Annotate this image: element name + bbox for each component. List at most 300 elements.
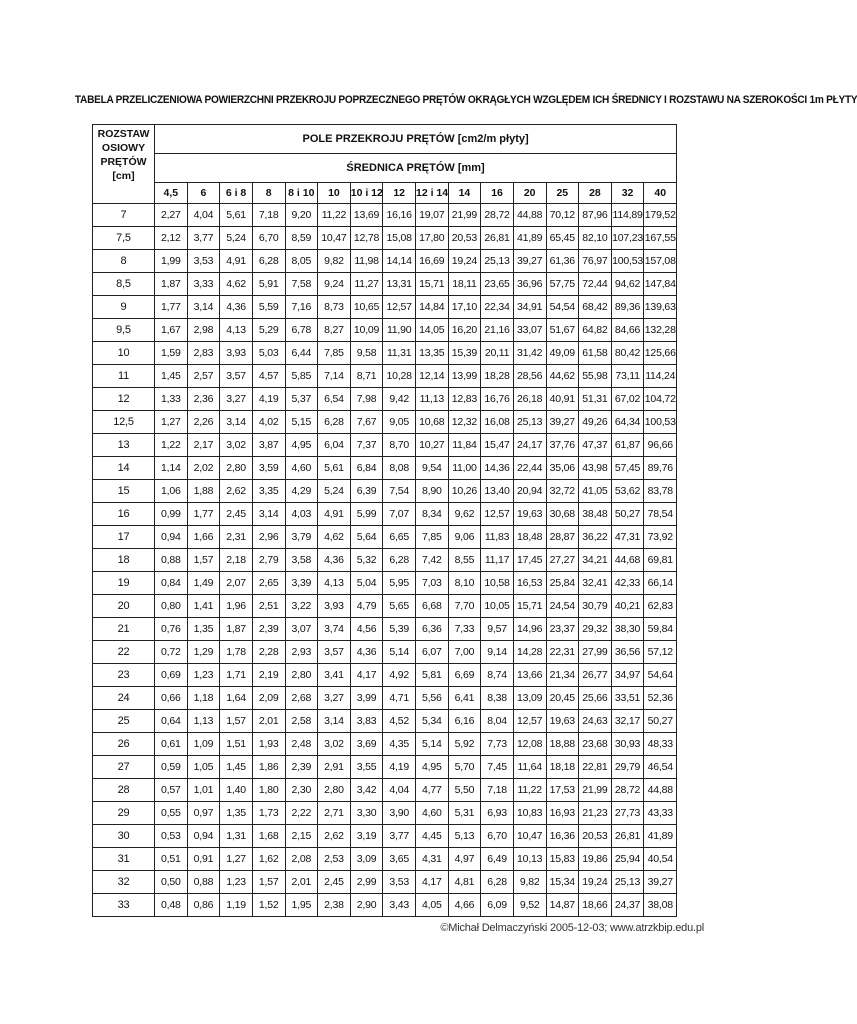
area-cell: 50,27 xyxy=(644,710,677,733)
area-cell: 27,73 xyxy=(611,802,644,825)
area-cell: 3,43 xyxy=(383,894,416,917)
area-cell: 5,95 xyxy=(383,572,416,595)
spacing-cell: 11 xyxy=(93,365,155,388)
area-cell: 16,76 xyxy=(481,388,514,411)
area-cell: 4,19 xyxy=(252,388,285,411)
area-cell: 5,14 xyxy=(416,733,449,756)
area-cell: 55,98 xyxy=(579,365,612,388)
area-cell: 9,24 xyxy=(318,273,351,296)
area-cell: 1,87 xyxy=(220,618,253,641)
spacing-cell: 10 xyxy=(93,342,155,365)
area-cell: 7,14 xyxy=(318,365,351,388)
table-row xyxy=(93,319,677,342)
area-cell: 1,06 xyxy=(155,480,188,503)
area-cell: 1,49 xyxy=(187,572,220,595)
area-cell: 6,28 xyxy=(252,250,285,273)
area-cell: 3,09 xyxy=(350,848,383,871)
area-cell: 1,62 xyxy=(252,848,285,871)
area-cell: 4,45 xyxy=(416,825,449,848)
area-cell: 1,40 xyxy=(220,779,253,802)
area-cell: 4,03 xyxy=(285,503,318,526)
area-cell: 28,87 xyxy=(546,526,579,549)
area-cell: 6,28 xyxy=(318,411,351,434)
area-cell: 67,02 xyxy=(611,388,644,411)
area-cell: 50,27 xyxy=(611,503,644,526)
area-cell: 25,13 xyxy=(481,250,514,273)
area-cell: 12,08 xyxy=(513,733,546,756)
area-cell: 0,50 xyxy=(155,871,188,894)
area-cell: 1,73 xyxy=(252,802,285,825)
area-cell: 0,64 xyxy=(155,710,188,733)
diameter-cell: 16 xyxy=(481,183,514,204)
area-cell: 3,27 xyxy=(220,388,253,411)
diameter-cell: 10 i 12 xyxy=(350,183,383,204)
spacing-cell: 20 xyxy=(93,595,155,618)
table-row xyxy=(93,618,677,641)
area-cell: 20,45 xyxy=(546,687,579,710)
area-cell: 1,29 xyxy=(187,641,220,664)
area-cell: 3,99 xyxy=(350,687,383,710)
area-cell: 7,37 xyxy=(350,434,383,457)
diameter-cell: 8 xyxy=(252,183,285,204)
area-cell: 11,64 xyxy=(513,756,546,779)
table-row xyxy=(93,526,677,549)
spacing-header-line: ROZSTAW xyxy=(97,128,150,140)
spacing-cell: 26 xyxy=(93,733,155,756)
table-row xyxy=(93,342,677,365)
area-cell: 0,72 xyxy=(155,641,188,664)
area-cell: 6,44 xyxy=(285,342,318,365)
area-cell: 11,84 xyxy=(448,434,481,457)
area-cell: 7,00 xyxy=(448,641,481,664)
area-cell: 5,61 xyxy=(220,204,253,227)
area-cell: 14,84 xyxy=(416,296,449,319)
area-cell: 9,54 xyxy=(416,457,449,480)
area-cell: 1,23 xyxy=(220,871,253,894)
area-cell: 2,53 xyxy=(318,848,351,871)
area-cell: 0,88 xyxy=(155,549,188,572)
spacing-cell: 19 xyxy=(93,572,155,595)
area-cell: 4,79 xyxy=(350,595,383,618)
area-cell: 38,30 xyxy=(611,618,644,641)
spacing-cell: 7 xyxy=(93,204,155,227)
area-cell: 2,90 xyxy=(350,894,383,917)
area-cell: 9,05 xyxy=(383,411,416,434)
area-cell: 21,99 xyxy=(448,204,481,227)
area-cell: 49,26 xyxy=(579,411,612,434)
area-cell: 4,62 xyxy=(220,273,253,296)
area-cell: 61,87 xyxy=(611,434,644,457)
area-cell: 57,12 xyxy=(644,641,677,664)
area-cell: 5,91 xyxy=(252,273,285,296)
area-cell: 44,88 xyxy=(644,779,677,802)
area-cell: 10,09 xyxy=(350,319,383,342)
area-cell: 1,66 xyxy=(187,526,220,549)
spacing-cell: 12 xyxy=(93,388,155,411)
area-cell: 68,42 xyxy=(579,296,612,319)
area-cell: 4,62 xyxy=(318,526,351,549)
area-cell: 3,53 xyxy=(187,250,220,273)
area-cell: 21,16 xyxy=(481,319,514,342)
area-cell: 8,10 xyxy=(448,572,481,595)
area-cell: 12,14 xyxy=(416,365,449,388)
area-cell: 44,62 xyxy=(546,365,579,388)
area-cell: 5,65 xyxy=(383,595,416,618)
area-cell: 24,63 xyxy=(579,710,612,733)
area-cell: 8,34 xyxy=(416,503,449,526)
table-row xyxy=(93,227,677,250)
area-cell: 4,92 xyxy=(383,664,416,687)
area-cell: 5,59 xyxy=(252,296,285,319)
area-cell: 2,68 xyxy=(285,687,318,710)
area-cell: 25,66 xyxy=(579,687,612,710)
area-cell: 107,23 xyxy=(611,227,644,250)
area-cell: 1,96 xyxy=(220,595,253,618)
area-cell: 6,68 xyxy=(416,595,449,618)
table-row xyxy=(93,779,677,802)
spacing-cell: 24 xyxy=(93,687,155,710)
area-cell: 2,48 xyxy=(285,733,318,756)
table-row xyxy=(93,480,677,503)
area-cell: 4,91 xyxy=(318,503,351,526)
area-cell: 5,14 xyxy=(383,641,416,664)
area-cell: 2,91 xyxy=(318,756,351,779)
area-cell: 15,47 xyxy=(481,434,514,457)
spacing-cell: 9 xyxy=(93,296,155,319)
spacing-cell: 18 xyxy=(93,549,155,572)
area-cell: 14,36 xyxy=(481,457,514,480)
area-cell: 6,36 xyxy=(416,618,449,641)
area-cell: 3,79 xyxy=(285,526,318,549)
area-cell: 23,68 xyxy=(579,733,612,756)
table-row xyxy=(93,595,677,618)
table-row xyxy=(93,204,677,227)
table-row xyxy=(93,733,677,756)
area-cell: 44,88 xyxy=(513,204,546,227)
area-cell: 1,95 xyxy=(285,894,318,917)
area-cell: 27,99 xyxy=(579,641,612,664)
area-cell: 1,35 xyxy=(187,618,220,641)
spacing-cell: 9,5 xyxy=(93,319,155,342)
area-cell: 1,05 xyxy=(187,756,220,779)
area-cell: 104,72 xyxy=(644,388,677,411)
area-cell: 13,35 xyxy=(416,342,449,365)
area-cell: 11,98 xyxy=(350,250,383,273)
diameter-cell: 6 i 8 xyxy=(220,183,253,204)
area-cell: 4,60 xyxy=(416,802,449,825)
area-cell: 8,74 xyxy=(481,664,514,687)
area-cell: 18,28 xyxy=(481,365,514,388)
area-cell: 19,07 xyxy=(416,204,449,227)
table-row xyxy=(93,710,677,733)
area-cell: 3,83 xyxy=(350,710,383,733)
area-cell: 7,16 xyxy=(285,296,318,319)
area-cell: 4,31 xyxy=(416,848,449,871)
area-cell: 28,56 xyxy=(513,365,546,388)
area-cell: 3,19 xyxy=(350,825,383,848)
area-cell: 125,66 xyxy=(644,342,677,365)
area-cell: 43,33 xyxy=(644,802,677,825)
area-cell: 15,71 xyxy=(513,595,546,618)
area-cell: 0,51 xyxy=(155,848,188,871)
area-cell: 9,58 xyxy=(350,342,383,365)
area-cell: 25,13 xyxy=(611,871,644,894)
area-cell: 6,69 xyxy=(448,664,481,687)
area-cell: 5,03 xyxy=(252,342,285,365)
area-cell: 22,81 xyxy=(579,756,612,779)
area-cell: 139,63 xyxy=(644,296,677,319)
area-cell: 1,01 xyxy=(187,779,220,802)
diameter-cell: 6 xyxy=(187,183,220,204)
area-cell: 1,13 xyxy=(187,710,220,733)
area-cell: 167,55 xyxy=(644,227,677,250)
area-cell: 3,55 xyxy=(350,756,383,779)
area-cell: 89,76 xyxy=(644,457,677,480)
area-cell: 53,62 xyxy=(611,480,644,503)
area-cell: 0,69 xyxy=(155,664,188,687)
area-cell: 11,22 xyxy=(318,204,351,227)
area-cell: 57,75 xyxy=(546,273,579,296)
area-cell: 14,87 xyxy=(546,894,579,917)
area-cell: 1,57 xyxy=(187,549,220,572)
area-cell: 3,14 xyxy=(318,710,351,733)
area-cell: 3,02 xyxy=(220,434,253,457)
area-cell: 16,93 xyxy=(546,802,579,825)
area-cell: 1,80 xyxy=(252,779,285,802)
spacing-cell: 30 xyxy=(93,825,155,848)
area-cell: 16,20 xyxy=(448,319,481,342)
area-cell: 5,37 xyxy=(285,388,318,411)
area-cell: 26,81 xyxy=(481,227,514,250)
area-cell: 2,79 xyxy=(252,549,285,572)
area-header: POLE PRZEKROJU PRĘTÓW [cm2/m płyty] xyxy=(155,125,677,154)
area-cell: 2,99 xyxy=(350,871,383,894)
area-cell: 76,97 xyxy=(579,250,612,273)
area-cell: 4,17 xyxy=(416,871,449,894)
area-cell: 2,45 xyxy=(318,871,351,894)
area-cell: 1,41 xyxy=(187,595,220,618)
area-cell: 2,71 xyxy=(318,802,351,825)
area-cell: 25,13 xyxy=(513,411,546,434)
table-row xyxy=(93,503,677,526)
area-cell: 4,95 xyxy=(285,434,318,457)
area-cell: 9,82 xyxy=(513,871,546,894)
area-cell: 83,78 xyxy=(644,480,677,503)
area-cell: 36,56 xyxy=(611,641,644,664)
area-cell: 34,97 xyxy=(611,664,644,687)
area-cell: 17,45 xyxy=(513,549,546,572)
area-cell: 2,09 xyxy=(252,687,285,710)
table-row xyxy=(93,894,677,917)
area-cell: 1,67 xyxy=(155,319,188,342)
area-cell: 7,85 xyxy=(318,342,351,365)
table-row xyxy=(93,641,677,664)
area-cell: 6,41 xyxy=(448,687,481,710)
area-cell: 21,34 xyxy=(546,664,579,687)
area-cell: 4,56 xyxy=(350,618,383,641)
area-cell: 36,96 xyxy=(513,273,546,296)
area-cell: 9,57 xyxy=(481,618,514,641)
area-cell: 4,19 xyxy=(383,756,416,779)
area-cell: 6,93 xyxy=(481,802,514,825)
area-cell: 2,80 xyxy=(220,457,253,480)
area-cell: 22,44 xyxy=(513,457,546,480)
area-cell: 3,65 xyxy=(383,848,416,871)
area-cell: 41,89 xyxy=(513,227,546,250)
area-cell: 2,58 xyxy=(285,710,318,733)
area-cell: 42,33 xyxy=(611,572,644,595)
area-cell: 19,86 xyxy=(579,848,612,871)
area-cell: 17,10 xyxy=(448,296,481,319)
area-cell: 7,07 xyxy=(383,503,416,526)
area-cell: 2,65 xyxy=(252,572,285,595)
area-cell: 5,24 xyxy=(220,227,253,250)
area-cell: 22,31 xyxy=(546,641,579,664)
area-cell: 26,77 xyxy=(579,664,612,687)
area-cell: 2,30 xyxy=(285,779,318,802)
area-cell: 2,51 xyxy=(252,595,285,618)
table-row xyxy=(93,664,677,687)
area-cell: 8,59 xyxy=(285,227,318,250)
area-cell: 2,22 xyxy=(285,802,318,825)
diameter-cell: 25 xyxy=(546,183,579,204)
area-cell: 14,05 xyxy=(416,319,449,342)
spacing-cell: 33 xyxy=(93,894,155,917)
area-cell: 9,82 xyxy=(318,250,351,273)
area-cell: 7,03 xyxy=(416,572,449,595)
area-cell: 0,76 xyxy=(155,618,188,641)
area-cell: 16,16 xyxy=(383,204,416,227)
area-cell: 3,87 xyxy=(252,434,285,457)
area-cell: 1,78 xyxy=(220,641,253,664)
area-cell: 12,83 xyxy=(448,388,481,411)
area-cell: 5,31 xyxy=(448,802,481,825)
spacing-cell: 21 xyxy=(93,618,155,641)
spacing-cell: 8,5 xyxy=(93,273,155,296)
area-cell: 4,36 xyxy=(350,641,383,664)
spacing-cell: 12,5 xyxy=(93,411,155,434)
area-cell: 28,72 xyxy=(481,204,514,227)
area-cell: 2,08 xyxy=(285,848,318,871)
area-cell: 2,01 xyxy=(252,710,285,733)
area-cell: 1,09 xyxy=(187,733,220,756)
area-cell: 114,24 xyxy=(644,365,677,388)
area-cell: 8,04 xyxy=(481,710,514,733)
area-cell: 6,39 xyxy=(350,480,383,503)
area-cell: 41,05 xyxy=(579,480,612,503)
area-cell: 10,05 xyxy=(481,595,514,618)
area-cell: 54,54 xyxy=(546,296,579,319)
spacing-cell: 28 xyxy=(93,779,155,802)
area-cell: 3,74 xyxy=(318,618,351,641)
area-cell: 10,47 xyxy=(513,825,546,848)
spacing-cell: 22 xyxy=(93,641,155,664)
area-cell: 2,62 xyxy=(318,825,351,848)
area-cell: 73,92 xyxy=(644,526,677,549)
area-cell: 0,61 xyxy=(155,733,188,756)
area-cell: 7,42 xyxy=(416,549,449,572)
area-cell: 0,94 xyxy=(155,526,188,549)
table-row xyxy=(93,296,677,319)
spacing-cell: 13 xyxy=(93,434,155,457)
area-cell: 6,84 xyxy=(350,457,383,480)
area-cell: 4,29 xyxy=(285,480,318,503)
area-cell: 20,53 xyxy=(448,227,481,250)
area-cell: 49,09 xyxy=(546,342,579,365)
spacing-cell: 23 xyxy=(93,664,155,687)
area-cell: 14,96 xyxy=(513,618,546,641)
area-cell: 20,94 xyxy=(513,480,546,503)
area-cell: 11,17 xyxy=(481,549,514,572)
table-body xyxy=(93,204,677,917)
area-cell: 7,58 xyxy=(285,273,318,296)
area-cell: 6,78 xyxy=(285,319,318,342)
table-row xyxy=(93,687,677,710)
area-cell: 39,27 xyxy=(644,871,677,894)
area-cell: 5,13 xyxy=(448,825,481,848)
area-cell: 4,97 xyxy=(448,848,481,871)
area-cell: 6,07 xyxy=(416,641,449,664)
area-cell: 18,18 xyxy=(546,756,579,779)
area-cell: 132,28 xyxy=(644,319,677,342)
area-cell: 35,06 xyxy=(546,457,579,480)
spacing-cell: 16 xyxy=(93,503,155,526)
area-cell: 14,14 xyxy=(383,250,416,273)
area-cell: 147,84 xyxy=(644,273,677,296)
area-cell: 2,80 xyxy=(318,779,351,802)
area-cell: 3,35 xyxy=(252,480,285,503)
spacing-header-line: [cm] xyxy=(112,170,135,182)
area-cell: 6,65 xyxy=(383,526,416,549)
area-cell: 2,62 xyxy=(220,480,253,503)
area-cell: 11,83 xyxy=(481,526,514,549)
area-cell: 6,04 xyxy=(318,434,351,457)
area-cell: 2,18 xyxy=(220,549,253,572)
area-cell: 6,70 xyxy=(481,825,514,848)
area-cell: 4,71 xyxy=(383,687,416,710)
table-row xyxy=(93,411,677,434)
area-cell: 24,37 xyxy=(611,894,644,917)
area-cell: 94,62 xyxy=(611,273,644,296)
table-row xyxy=(93,388,677,411)
area-cell: 10,13 xyxy=(513,848,546,871)
area-cell: 3,14 xyxy=(187,296,220,319)
area-cell: 1,59 xyxy=(155,342,188,365)
table-row xyxy=(93,250,677,273)
area-cell: 2,98 xyxy=(187,319,220,342)
area-cell: 114,89 xyxy=(611,204,644,227)
area-cell: 1,57 xyxy=(220,710,253,733)
area-cell: 46,54 xyxy=(644,756,677,779)
area-cell: 1,45 xyxy=(220,756,253,779)
area-cell: 9,14 xyxy=(481,641,514,664)
area-cell: 2,17 xyxy=(187,434,220,457)
table-row xyxy=(93,549,677,572)
area-cell: 23,65 xyxy=(481,273,514,296)
area-cell: 8,27 xyxy=(318,319,351,342)
spacing-cell: 32 xyxy=(93,871,155,894)
area-cell: 6,28 xyxy=(383,549,416,572)
area-cell: 32,41 xyxy=(579,572,612,595)
area-cell: 8,90 xyxy=(416,480,449,503)
table-row xyxy=(93,871,677,894)
table-row xyxy=(93,848,677,871)
area-cell: 3,53 xyxy=(383,871,416,894)
area-cell: 9,62 xyxy=(448,503,481,526)
area-cell: 64,82 xyxy=(579,319,612,342)
area-cell: 3,42 xyxy=(350,779,383,802)
area-cell: 1,18 xyxy=(187,687,220,710)
